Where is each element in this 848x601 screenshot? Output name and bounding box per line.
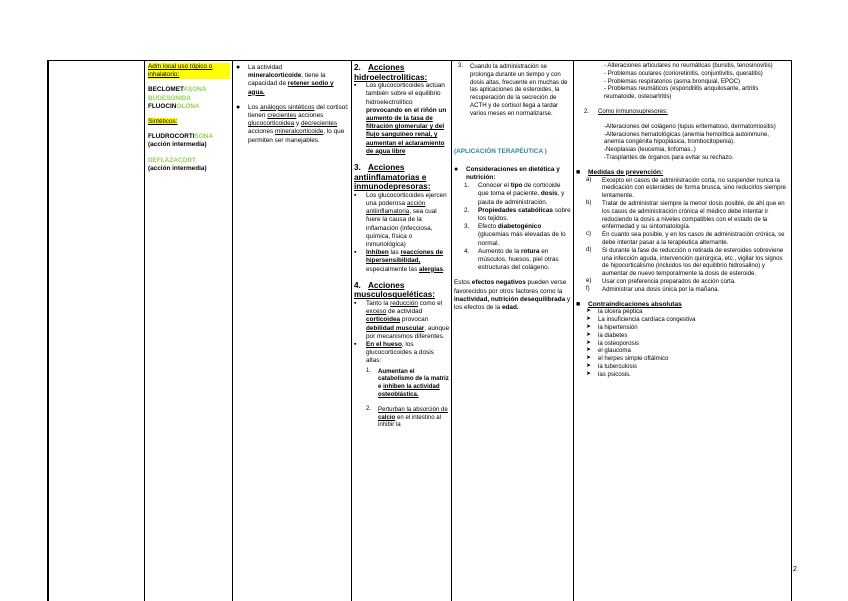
list-item: -Neoplasias (leucemia, linfomas..) <box>604 146 696 154</box>
square-bullet-icon: ▪ <box>354 191 357 199</box>
bullet-item: ● La actividad mineralcorticoide, tiene la capacidad de retener sodio y agua. <box>236 64 334 96</box>
square-bullet-icon: ▪ <box>354 341 357 349</box>
list-item: ➤ las psicosis. <box>586 370 631 378</box>
bullet-item: ● Consideraciones en dietética y nutrición: <box>454 165 560 181</box>
bullet-icon: ● <box>236 64 241 71</box>
square-bullet-icon: ■ <box>576 168 581 176</box>
list-item: -Alteraciones hematológicas (anemia hemolítica autoinmune, anemia congénita hipoplásica, trombocitopenia). <box>604 130 769 146</box>
square-bullet-icon: ▪ <box>354 300 357 308</box>
column-divider <box>144 61 145 601</box>
lettered-item: e) Usar con preferencia preparados de acción corta. <box>586 277 736 285</box>
list-item: ➤ el herpes simple oftálmico <box>586 355 669 363</box>
subheading: 2. Como inmunosupresores: <box>584 107 668 115</box>
drug-note: (acción intermedia) <box>148 164 207 172</box>
bullet-item: ▪ Los glucocorticoides actúan también sobre el equilibrio hidroelectrolítico provocando en el riñón un aumento de la tasa de filtración glomerular y del flujo sanguíneo renal, y aumentan el aclaramiento de agua libre <box>354 82 447 155</box>
list-item: -Trasplantes de órganos para evitar su rechazo. <box>604 153 734 161</box>
numbered-item: 3. Cuando la administración se prolonga durante un tiempo y con dosis altas, frecuente en muchas de las aplicaciones de esteroides, la recuperación de la secreción de ACTH y de cortisol llega a tardar varios meses en normalizarse. <box>458 63 568 117</box>
list-item: ➤ la úlcera péptica <box>586 308 643 316</box>
bullet-item: ● Los análogos sintéticos del cortisol: tienen crecientes acciones glucocorticoidea y decrecientes acciones mineralcorticoide, lo que permiten ser manejables. <box>236 103 349 144</box>
column-divider <box>791 61 792 601</box>
arrow-icon: ➤ <box>586 331 592 338</box>
numbered-item: 3. Efecto diabetogénico (glucemias más elevadas de lo normal. <box>464 223 566 247</box>
list-item: - Problemas reumáticos (espondilitis anquilosante, artritis reumatoide, osteoartritis) <box>604 85 759 101</box>
numbered-item: 1. Aumentan el catabolismo de la matriz e inhiben la actividad osteoblástica. <box>366 367 449 399</box>
square-bullet-icon: ■ <box>576 300 581 308</box>
section-heading: 3. Acciones antiinflamatorias e inmunodepresoras: <box>354 163 431 192</box>
arrow-icon: ➤ <box>586 323 592 330</box>
lettered-item: a) Excepto en casos de administración corta, no suspender nunca la medicación con esteroides de forma brusca, sino reducirlos siempre lentamente. <box>586 176 786 200</box>
numbered-item: 4. Aumento de la rotura en músculos, huesos, piel otras estructuras del colágeno. <box>464 247 559 272</box>
drug-deflazacort: DEFLAZACORT <box>148 156 196 164</box>
paragraph: Estos efectos negativos pueden verse favorecidos por otros factores como la inactividad, nutrición desequilibrada y los efectos de la edad. <box>454 279 571 312</box>
sinteticos-heading: Sintéticos: <box>148 118 178 126</box>
page-number: 2 <box>793 566 797 573</box>
bullet-icon: ● <box>236 103 241 111</box>
section-heading: 2. Acciones hidroelectrolíticas: <box>354 63 428 82</box>
arrow-icon: ➤ <box>586 347 592 354</box>
bullet-item: ▪ Inhiben las reacciones de hipersensibilidad, especialmente las alergias. <box>354 249 445 273</box>
bullet-item: ▪ Los glucocorticoides ejercen una poderosa acción antiinflamatoria, sea cual fuere la causa de la inflamación (infecciosa, química, física o inmunológica) <box>354 191 447 249</box>
list-item: ➤ el glaucoma <box>586 347 631 355</box>
arrow-icon: ➤ <box>586 339 592 346</box>
column-divider <box>573 61 574 601</box>
lettered-item: b) Tratar de administrar siempre la menor dosis posible, de ahí que en los casos de administración crónica el médico debe intentar ir reduciendo la dosis a niveles compatibles con el estado de la enfermedad y su sintomatología. <box>586 199 785 231</box>
list-item: -Alteraciones del colágeno (lupus eritematoso, dermatomiositis) <box>604 122 776 130</box>
drug-fluocinolona: FLUOCINOLONA <box>148 102 200 110</box>
square-bullet-icon: ▪ <box>354 249 357 257</box>
list-item: ➤ la diabetes <box>586 331 628 339</box>
bullet-item: ▪ En el hueso, los glucocorticoides a dosis altas: 1. Aumentan el catabolismo de la matriz e inhiben la actividad osteoblástica. 2. Perturban la absorción de calcio en el intestino al inhibir la <box>354 341 449 429</box>
bullet-item: ▪ Tanto la reducción como el exceso de actividad corticoidea provocan debilidad muscular, aunque por mecanismos diferentes. <box>354 300 450 340</box>
adm-local-heading: Adm local uso tópico o inhalatorio: <box>148 63 230 79</box>
drug-budesonida: BUDESONIDA <box>148 94 191 102</box>
list-item: ➤ la osteoporosis <box>586 339 639 347</box>
drug-beclometasona: BECLOMETASONA <box>148 86 207 94</box>
list-item: ➤ la hipertensión <box>586 323 638 331</box>
indications-column <box>576 62 790 378</box>
table-border <box>48 61 49 601</box>
actions-column <box>354 63 450 429</box>
section-heading: ■ Contraindicaciones absolutas <box>576 300 682 308</box>
therapeutic-heading: (APLICACIÓN TERAPÉUTICA ) <box>454 147 547 155</box>
list-item: - Problemas oculares (corioretinitis, conjuntivitis, queratitis) <box>604 69 763 77</box>
numbered-item: 2. Perturban la absorción de calcio en el intestino al inhibir la <box>366 405 448 429</box>
lettered-item: c) En cuanto sea posible, y en los casos de administración crónica, se debe intentar pasar a la terapéutica alternante. <box>586 231 785 246</box>
lettered-item: d) Si durante la fase de reducción o retirada de esteroides sobreviene una infección aguda, intervención quirúrgica, etc., vigilar los signos de hipocorticalismo (incluidos los del equilibrio hidrosalino) y aumentar de nuevo temporalmente la dosis de esteroide. <box>586 246 784 278</box>
list-item: ➤ La insuficiencia cardíaca congestiva <box>586 316 696 324</box>
list-item: - Alteraciones articulares no reumáticas (bursitis, tenosinovitis) <box>604 62 773 69</box>
drug-fludrocortisona: FLUDROCORTISONA <box>148 133 213 141</box>
arrow-icon: ➤ <box>586 370 592 377</box>
numbered-item: 2. Propiedades catabólicas sobre los tejidos. <box>464 206 571 222</box>
drugs-column <box>148 63 230 173</box>
arrow-icon: ➤ <box>586 308 592 315</box>
arrow-icon: ➤ <box>586 355 592 362</box>
section-heading: 4. Acciones musculosqueléticas: <box>354 280 435 300</box>
list-item: ➤ la tuberculosis <box>586 362 637 370</box>
contraindications-list <box>576 308 790 378</box>
list-item: - Problemas respiratorios (asma bronquial, EPOC) <box>604 77 741 85</box>
lettered-item: f) Administrar una dosis única por la mañana. <box>586 285 720 293</box>
column-divider <box>451 61 452 601</box>
therapeutic-column <box>454 63 572 312</box>
column-divider <box>351 61 352 601</box>
mineralcorticoid-column <box>236 64 351 145</box>
square-bullet-icon: ▪ <box>354 82 357 90</box>
section-heading: ■ Medidas de prevención: <box>576 168 664 176</box>
content-table <box>47 60 792 601</box>
arrow-icon: ➤ <box>586 316 592 323</box>
drug-note: (acción intermedia) <box>148 141 207 149</box>
numbered-item: 1. Conocer el tipo de corticoide que toma el paciente, dosis, y pauta de administración. <box>464 182 565 206</box>
column-divider <box>232 61 233 601</box>
bullet-icon: ● <box>454 165 459 173</box>
arrow-icon: ➤ <box>586 362 592 369</box>
